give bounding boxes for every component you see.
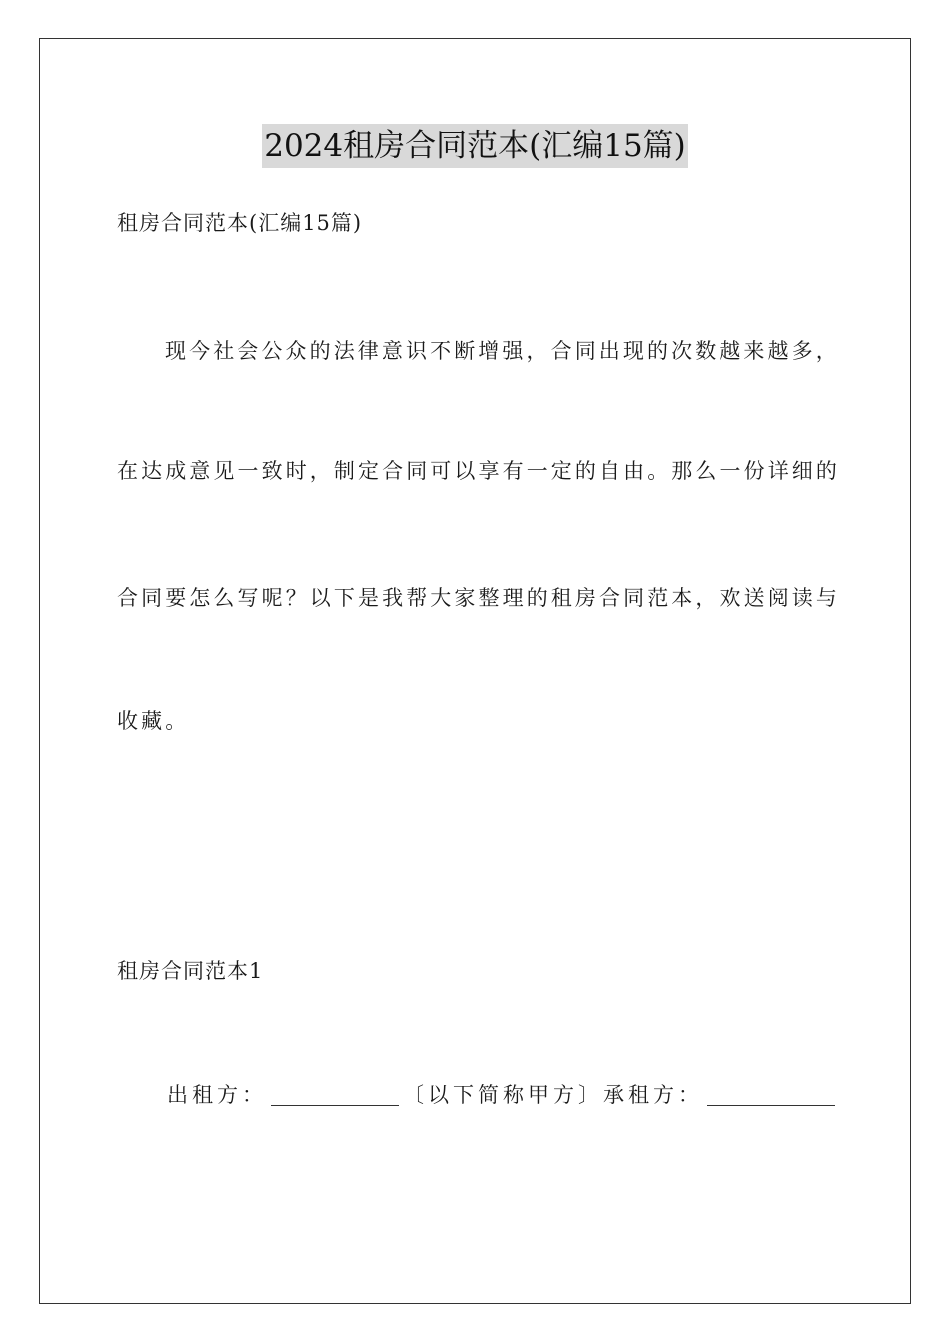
intro-line-4: 收藏。	[117, 709, 190, 733]
section-heading: 租房合同范本1	[117, 959, 264, 983]
document-title: 2024租房合同范本(汇编15篇)	[262, 124, 688, 168]
intro-line-1: 现今社会公众的法律意识不断增强，合同出现的次数越来越多，	[165, 339, 840, 363]
intro-line-2: 在达成意见一致时，制定合同可以享有一定的自由。那么一份详细的	[117, 459, 840, 483]
lessor-label: 出租方：	[167, 1083, 267, 1107]
parties-line	[167, 1080, 839, 1110]
intro-line-3: 合同要怎么写呢？以下是我帮大家整理的租房合同范本，欢送阅读与	[117, 586, 840, 610]
lessee-blank	[707, 1083, 835, 1106]
title-container	[0, 124, 950, 168]
lessor-blank	[271, 1083, 399, 1106]
lessor-note: 〔以下简称甲方〕承租方：	[403, 1083, 703, 1107]
document-subtitle: 租房合同范本(汇编15篇)	[117, 211, 363, 235]
